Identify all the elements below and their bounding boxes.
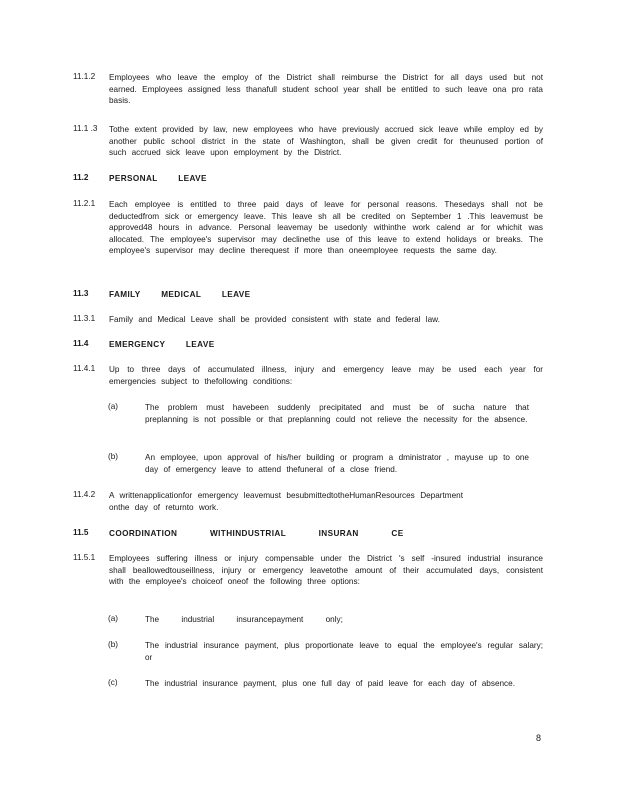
- section-11-5-1: [73, 553, 543, 601]
- section-heading: PERSONAL LEAVE: [109, 174, 207, 183]
- section-number: 11.2.1: [73, 199, 96, 208]
- section-text: Employees who leave the employ of the District shall reimburse the District for all days used but not earned. Employees assigned less thanafull student school year shall be entitled to such leave ona pro rata basis.: [109, 73, 543, 105]
- section-text: A writtenapplicationfor emergency leavemust besubmittedtotheHumanResources Department onthe day of returnto work.: [109, 491, 463, 512]
- section-11-1-2: [73, 72, 543, 108]
- page-number: 8: [536, 733, 542, 743]
- item-label: (a): [108, 614, 119, 623]
- section-number: 11.2: [73, 173, 89, 182]
- item-label: (b): [108, 452, 119, 461]
- heading-11-2: [73, 173, 543, 185]
- section-number: 11.5: [73, 528, 89, 537]
- heading-11-4: [73, 339, 543, 351]
- item-label: (c): [108, 678, 118, 687]
- section-heading: COORDINATION WITHINDUSTRIAL INSURAN CE: [109, 529, 404, 538]
- item-label: (b): [108, 640, 119, 649]
- item-11-5-1-a: [108, 614, 543, 626]
- section-text: Up to three days of accumulated illness, injury and emergency leave may be used each year for emergencies subject to thefollowing conditions:: [109, 365, 543, 386]
- item-11-5-1-b: [108, 640, 543, 664]
- section-text: Employees suffering illness or injury compensable under the District 's self -insured industrial insurance shall beallowedtouseillness, injury or emergency leavetothe amount of their accumulated days, consistent with the employee's choiceof oneof the following three options:: [109, 554, 543, 586]
- item-text: The industrial insurance payment, plus one full day of paid leave for each day of absence.: [145, 679, 515, 688]
- heading-11-3: [73, 289, 543, 301]
- item-11-5-1-c: [108, 678, 543, 702]
- section-text: Each employee is entitled to three paid days of leave for personal reasons. Thesedays shall not be deductedfrom sick or emergency leave. This leave sh all be credited on September 1 .This leavemust be approved48 hours in advance. Personal leavemay be usedonly withinthe work calend ar for whichit was allocated. The employee's supervisor may declinethe use of this leave to extend holidays or breaks. The employee's supervisor may decline therequest if more than oneemployee requests the same day.: [109, 200, 543, 255]
- section-heading: EMERGENCY LEAVE: [109, 340, 215, 349]
- section-11-4-1: [73, 364, 543, 388]
- section-number: 11.4.1: [73, 364, 96, 373]
- item-11-4-1-a: [108, 402, 543, 438]
- item-text: An employee, upon approval of his/her building or program a dministrator , mayuse up to one day of emergency leave to attend thefuneral of a close friend.: [145, 453, 529, 474]
- heading-11-5: [73, 528, 543, 540]
- item-text: The industrial insurance payment, plus proportionate leave to equal the employee's regular salary; or: [145, 641, 543, 662]
- section-11-2-1: [73, 199, 543, 271]
- section-number: 11.4: [73, 339, 89, 348]
- section-heading: FAMILY MEDICAL LEAVE: [109, 290, 251, 299]
- item-label: (a): [108, 402, 119, 411]
- section-11-3-1: [73, 314, 543, 326]
- section-number: 11.4.2: [73, 490, 96, 499]
- section-number: 11.1.2: [73, 72, 96, 81]
- section-text: Family and Medical Leave shall be provided consistent with state and federal law.: [109, 315, 440, 324]
- item-11-4-1-b: [108, 452, 543, 476]
- section-11-4-2: [73, 490, 543, 514]
- section-number: 11.3: [73, 289, 89, 298]
- section-text: Tothe extent provided by law, new employees who have previously accrued sick leave while employ ed by another public school district in the state of Washington, shall be given credit for theunused portion of such accrued sick leave upon employment by the District.: [109, 125, 543, 157]
- section-number: 11.5.1: [73, 553, 96, 562]
- section-11-1-3: [73, 124, 543, 160]
- item-text: The industrial insurancepayment only;: [145, 615, 343, 624]
- section-number: 11.3.1: [73, 314, 96, 323]
- section-number: 11.1 .3: [73, 124, 98, 133]
- item-text: The problem must havebeen suddenly precipitated and must be of sucha nature that preplanning is not possible or that preplanning could not relieve the necessity for the absence.: [145, 403, 529, 424]
